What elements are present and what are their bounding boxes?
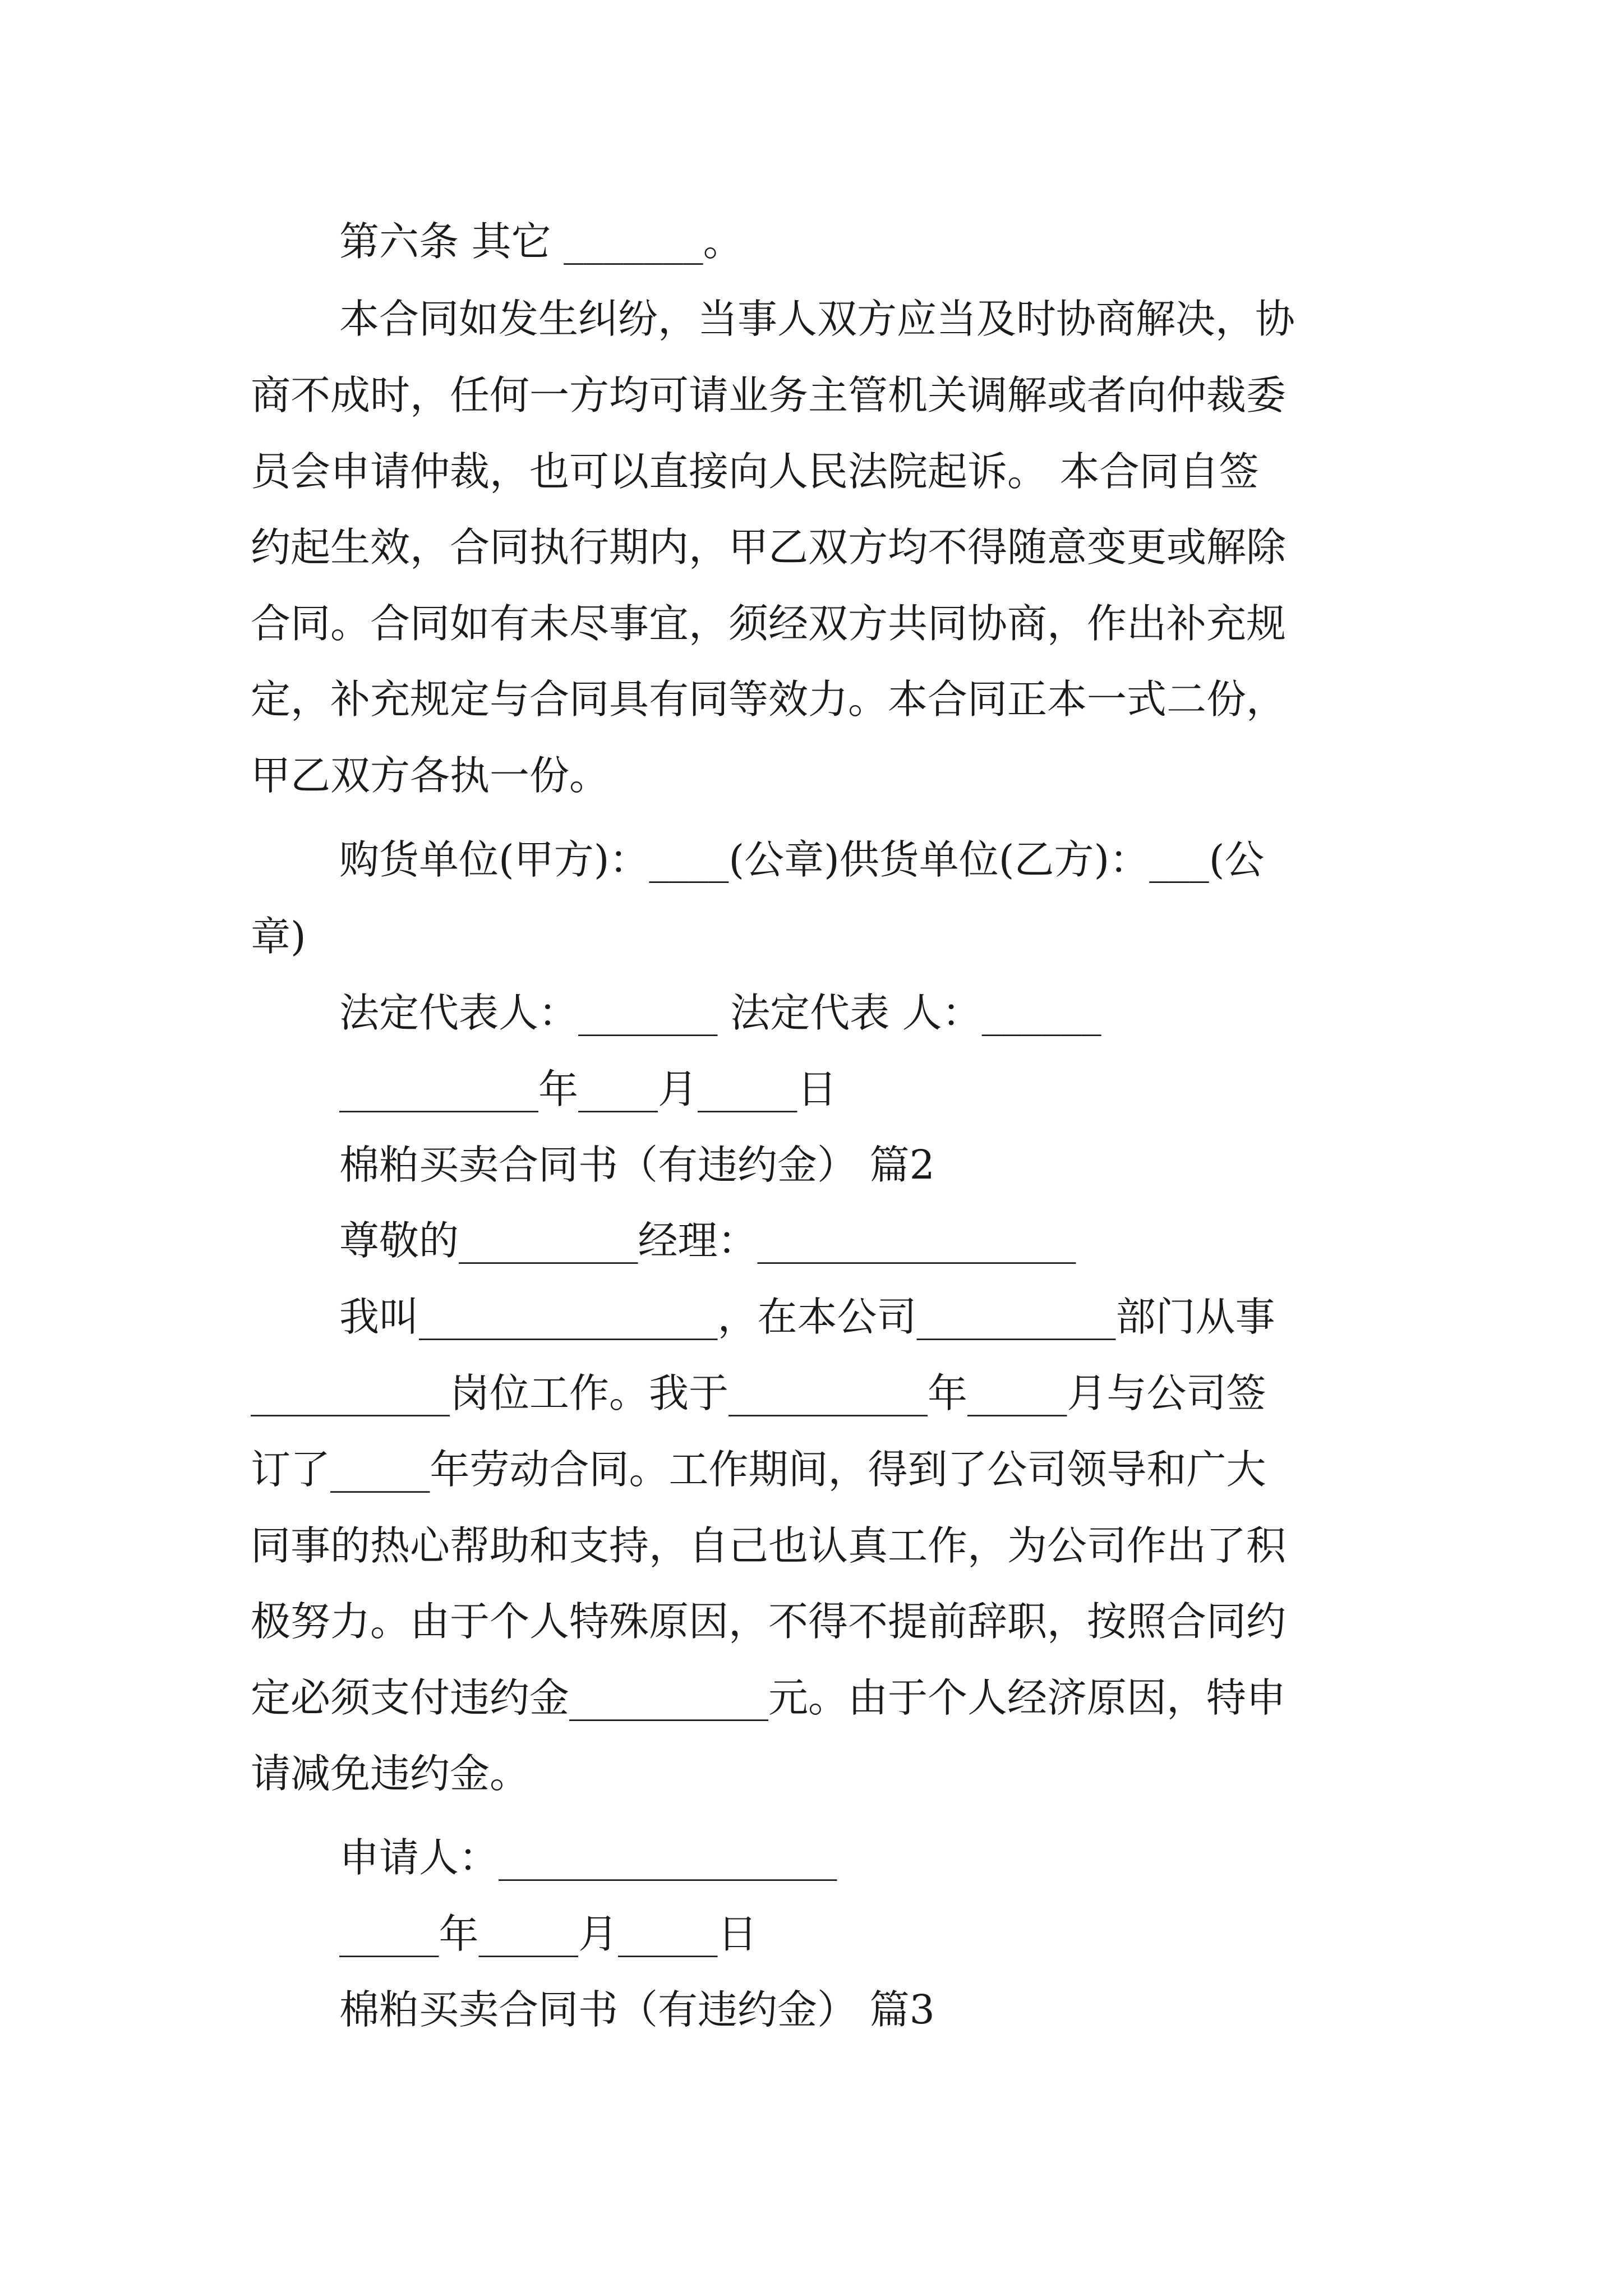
legal-representative-line: 法定代表人：_______ 法定代表 人：______	[339, 990, 1101, 1036]
section-heading-2: 棉粕买卖合同书（有违约金） 篇2	[339, 1142, 935, 1188]
article-six-line: 第六条 其它 _______。	[339, 218, 743, 265]
buyer-seller-line-1: 购货单位(甲方)：____(公章)供货单位(乙方)：___(公	[339, 836, 1265, 883]
dispute-paragraph-line-7: 甲乙双方各执一份。	[251, 752, 610, 799]
applicant-line: 申请人：_________________	[339, 1834, 837, 1881]
signing-date-line: __________年____月_____日	[339, 1066, 837, 1112]
dispute-paragraph-line-4: 约起生效，合同执行期内，甲乙双方均不得随意变更或解除	[251, 524, 1287, 570]
resignation-paragraph-line-4: 同事的热心帮助和支持，自己也认真工作，为公司作出了积	[251, 1522, 1287, 1569]
dispute-paragraph-line-2: 商不成时，任何一方均可请业务主管机关调解或者向仲裁委	[251, 372, 1287, 418]
application-date-line: _____年_____月_____日	[339, 1911, 758, 1957]
dispute-paragraph-line-1: 本合同如发生纠纷，当事人双方应当及时协商解决，协	[339, 296, 1295, 342]
buyer-seller-line-2: 章)	[251, 913, 306, 960]
dispute-paragraph-line-5: 合同。合同如有未尽事宜，须经双方共同协商，作出补充规	[251, 600, 1287, 647]
resignation-paragraph-line-5: 极努力。由于个人特殊原因，不得不提前辞职，按照合同约	[251, 1598, 1287, 1645]
dispute-paragraph-line-3: 员会申请仲裁，也可以直接向人民法院起诉。 本合同自签	[251, 448, 1259, 495]
resignation-paragraph-line-2: __________岗位工作。我于__________年_____月与公司签	[251, 1370, 1266, 1416]
salutation-line: 尊敬的_________经理：________________	[339, 1217, 1076, 1264]
dispute-paragraph-line-6: 定，补充规定与合同具有同等效力。本合同正本一式二份，	[251, 676, 1287, 723]
resignation-paragraph-line-6: 定必须支付违约金__________元。由于个人经济原因，特申	[251, 1674, 1287, 1721]
resignation-paragraph-line-3: 订了_____年劳动合同。工作期间，得到了公司领导和广大	[251, 1446, 1266, 1493]
resignation-paragraph-line-1: 我叫_______________，在本公司__________部门从事	[339, 1294, 1275, 1340]
resignation-paragraph-line-7: 请减免违约金。	[251, 1750, 530, 1797]
section-heading-3: 棉粕买卖合同书（有违约金） 篇3	[339, 1986, 935, 2033]
